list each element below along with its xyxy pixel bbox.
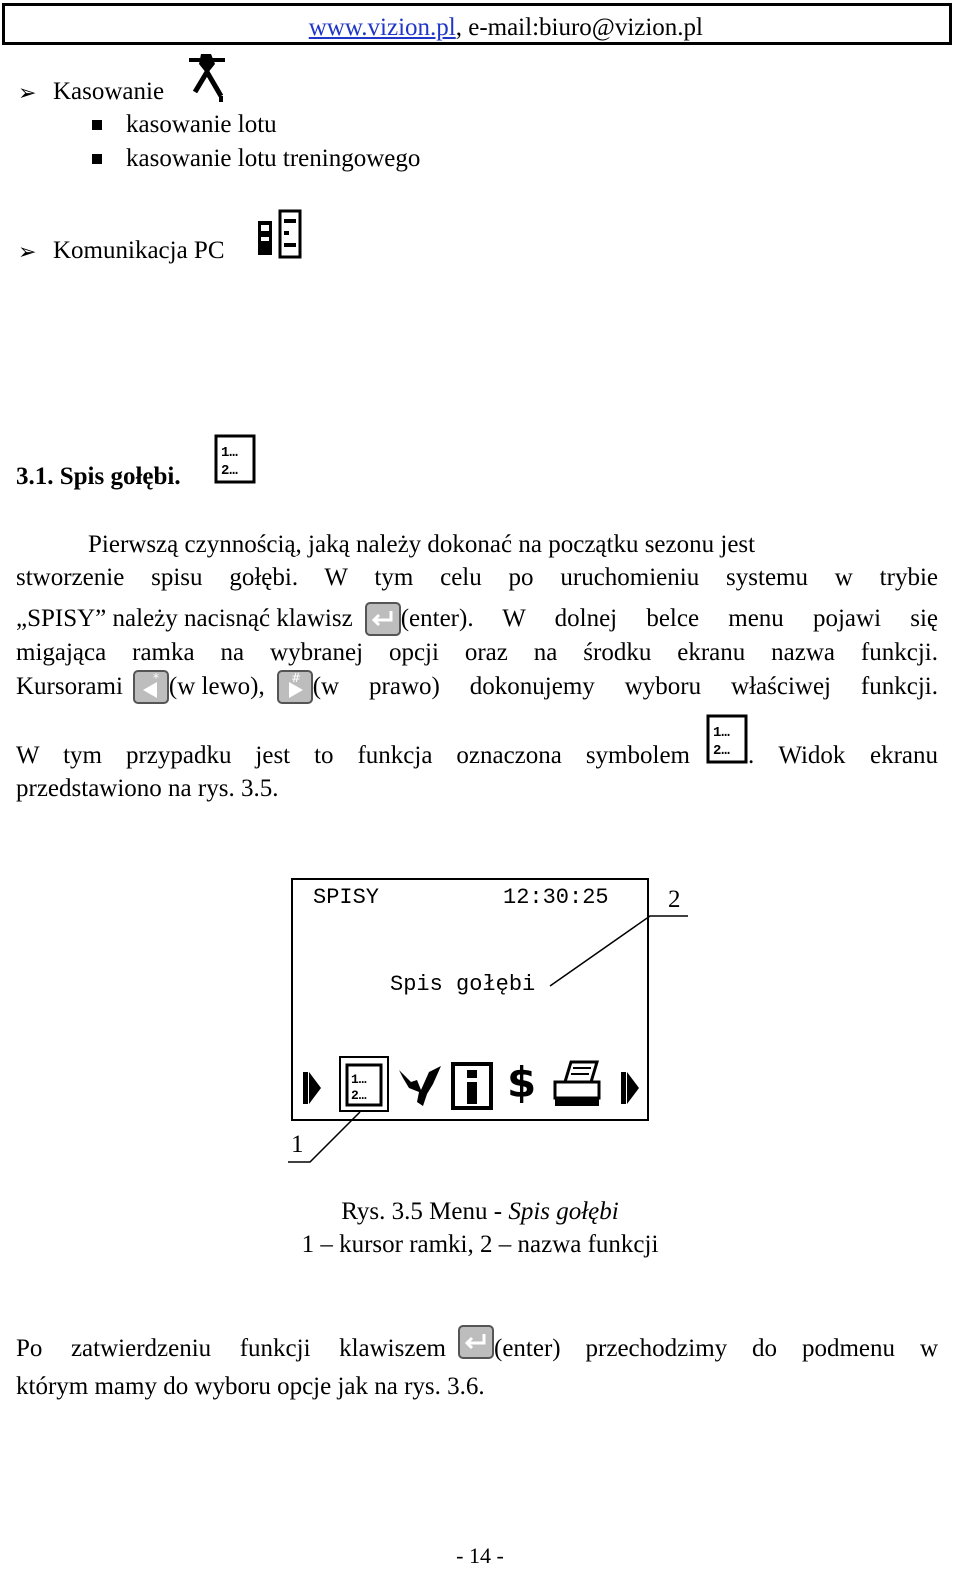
list-item-komunikacja-pc: Komunikacja PC — [53, 237, 225, 264]
lcd-function-name: Spis gołębi — [390, 972, 536, 997]
callout-1-label: 1 — [291, 1131, 304, 1158]
svg-text:#: # — [290, 671, 301, 685]
para1-line7: przedstawiono na rys. 3.5. — [16, 775, 279, 802]
svg-text:*: * — [152, 671, 159, 685]
para1-line3 — [16, 602, 938, 636]
svg-text:1…: 1… — [713, 725, 730, 741]
enter-key-icon — [365, 602, 401, 636]
lcd-time: 12:30:25 — [503, 885, 609, 910]
para1-line5b: (w lewo), — [168, 673, 265, 700]
callout-lines — [280, 900, 700, 1170]
bullet-icon — [92, 154, 102, 164]
para1-line5c: (w prawo) dokonujemy wyboru właściwej funkcji. — [312, 673, 938, 700]
list-arrow-icon: ➢ — [18, 80, 37, 105]
figure-caption-title — [0, 1198, 960, 1226]
para2-line1 — [16, 1325, 938, 1363]
para1-line6a: W tym przypadku jest to funkcja oznaczona symbolem — [16, 742, 690, 769]
para1-line6b: . Widok ekranu — [748, 742, 938, 769]
list-icon — [706, 714, 748, 764]
dollar-icon: $ — [507, 1058, 537, 1107]
pc-communication-icon — [256, 209, 304, 259]
svg-text:2…: 2… — [713, 743, 730, 759]
para1-line1: Pierwszą czynnością, jaką należy dokonać na początku sezonu jest — [88, 531, 756, 558]
list-arrow-icon: ➢ — [18, 239, 37, 264]
svg-text:1…: 1… — [351, 1072, 367, 1087]
cursor-left-key-icon — [133, 670, 169, 704]
para1-line3a: „SPISY” należy nacisnąć klawisz — [16, 605, 353, 632]
svg-text:2…: 2… — [351, 1088, 367, 1103]
callout-2-label: 2 — [668, 886, 681, 913]
bullet-icon — [92, 120, 102, 130]
subitem-kasowanie-lotu-treningowego: kasowanie lotu treningowego — [126, 145, 421, 172]
email-text: e-mail:biuro@vizion.pl — [468, 14, 703, 41]
para2-line1a: Po zatwierdzeniu funkcji klawiszem — [16, 1335, 446, 1362]
caption-prefix: Rys. 3.5 Menu - — [341, 1198, 509, 1225]
para1-line5 — [16, 670, 938, 704]
delete-icon — [185, 50, 229, 104]
list-item-kasowanie: Kasowanie — [53, 78, 165, 105]
figure-caption-legend: 1 – kursor ramki, 2 – nazwa funkcji — [301, 1231, 659, 1258]
page-number: - 14 - — [456, 1543, 504, 1568]
para1-line2: stworzenie spisu gołębi. W tym celu po uruchomieniu systemu w trybie — [16, 564, 938, 591]
para1-line4: migająca ramka na wybranej opcji oraz na środku ekranu nazwa funkcji. — [16, 639, 938, 666]
page-header — [2, 3, 952, 45]
svg-text:1…: 1… — [221, 445, 238, 461]
para1-line6 — [16, 714, 938, 770]
enter-key-icon — [458, 1325, 494, 1359]
section-title: 3.1. Spis gołębi. — [16, 463, 181, 490]
para2-line2: którym mamy do wyboru opcje jak na rys. 3.6. — [16, 1373, 485, 1400]
website-link[interactable]: www.vizion.pl — [308, 14, 456, 41]
caption-italic: Spis gołębi — [508, 1198, 619, 1225]
para2-line1b: (enter) przechodzimy do podmenu w — [494, 1335, 938, 1362]
subitem-kasowanie-lotu: kasowanie lotu — [126, 111, 277, 138]
header-separator: , — [455, 14, 462, 41]
list-icon — [214, 434, 256, 484]
header-contact — [309, 14, 703, 42]
cursor-right-key-icon — [277, 670, 313, 704]
para1-line5a: Kursorami — [16, 673, 123, 700]
lcd-mode-label: SPISY — [313, 885, 380, 910]
svg-text:2…: 2… — [221, 463, 238, 479]
para1-line3b: (enter). W dolnej belce menu pojawi się — [400, 605, 938, 632]
